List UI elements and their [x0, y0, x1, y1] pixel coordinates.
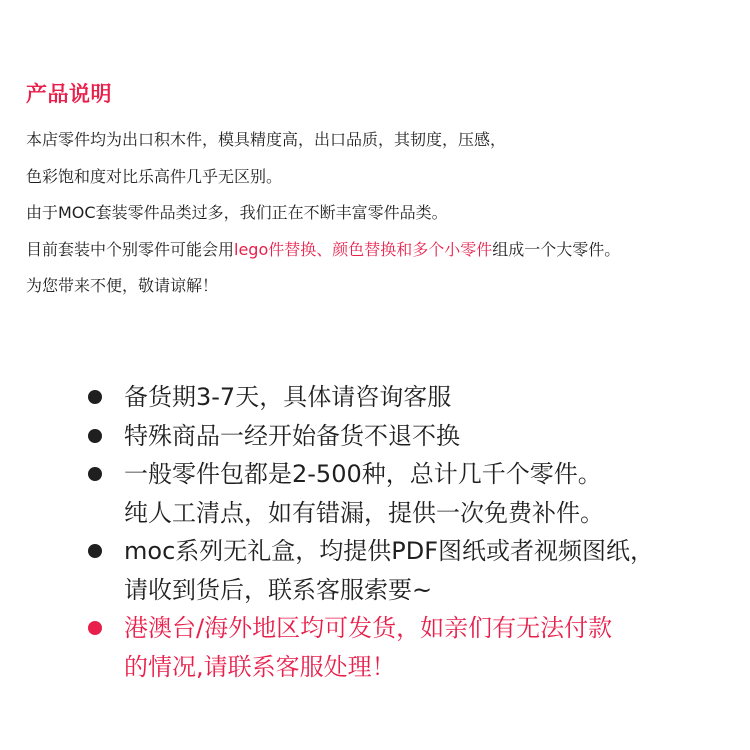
- note-line: 的情况,请联系客服处理！: [124, 652, 396, 681]
- note-line: 港澳台/海外地区均可发货，如亲们有无法付款: [124, 614, 613, 642]
- note-line: 备货期3-7天，具体请咨询客服: [124, 383, 452, 411]
- bullet-dot-icon: [88, 390, 102, 404]
- bullet-dot-icon: [88, 621, 102, 635]
- line-4-after: 组成一个大零件。: [492, 239, 621, 259]
- product-description-section: [26, 78, 746, 305]
- note-item-no-box: [88, 532, 728, 609]
- note-line: 特殊商品一经开始备货不退不换: [124, 421, 460, 450]
- section-title: 产品说明: [26, 82, 112, 106]
- bullet-dot-icon: [88, 467, 102, 481]
- description-line-4: [26, 232, 746, 269]
- notes-list: [88, 378, 728, 686]
- description-line-5: 为您带来不便，敬请谅解！: [26, 276, 219, 295]
- note-line: 请收到货后，联系客服索要~: [124, 575, 433, 604]
- line-4-highlight: lego件替换、颜色替换和多个小零件: [234, 239, 493, 259]
- note-line: moc系列无礼盒，均提供PDF图纸或者视频图纸，: [124, 537, 655, 565]
- note-item-parts-count: [88, 455, 728, 532]
- note-item-no-returns: [88, 417, 728, 456]
- description-line-2: 色彩饱和度对比乐高件几乎无区别。: [26, 166, 283, 186]
- note-item-shipping-time: [88, 378, 728, 417]
- description-line-3: 由于MOC套装零件品类过多，我们正在不断丰富零件品类。: [26, 203, 448, 222]
- note-item-overseas-shipping: [88, 609, 728, 686]
- description-line-1: 本店零件均为出口积木件，模具精度高，出口品质，其韧度，压感，: [26, 130, 507, 149]
- bullet-dot-icon: [88, 429, 102, 443]
- note-line: 一般零件包都是2-500种，总计几千个零件。: [124, 460, 602, 488]
- note-line: 纯人工清点，如有错漏，提供一次免费补件。: [124, 498, 604, 527]
- line-4-before: 目前套装中个别零件可能会用: [26, 239, 235, 259]
- bullet-dot-icon: [88, 544, 102, 558]
